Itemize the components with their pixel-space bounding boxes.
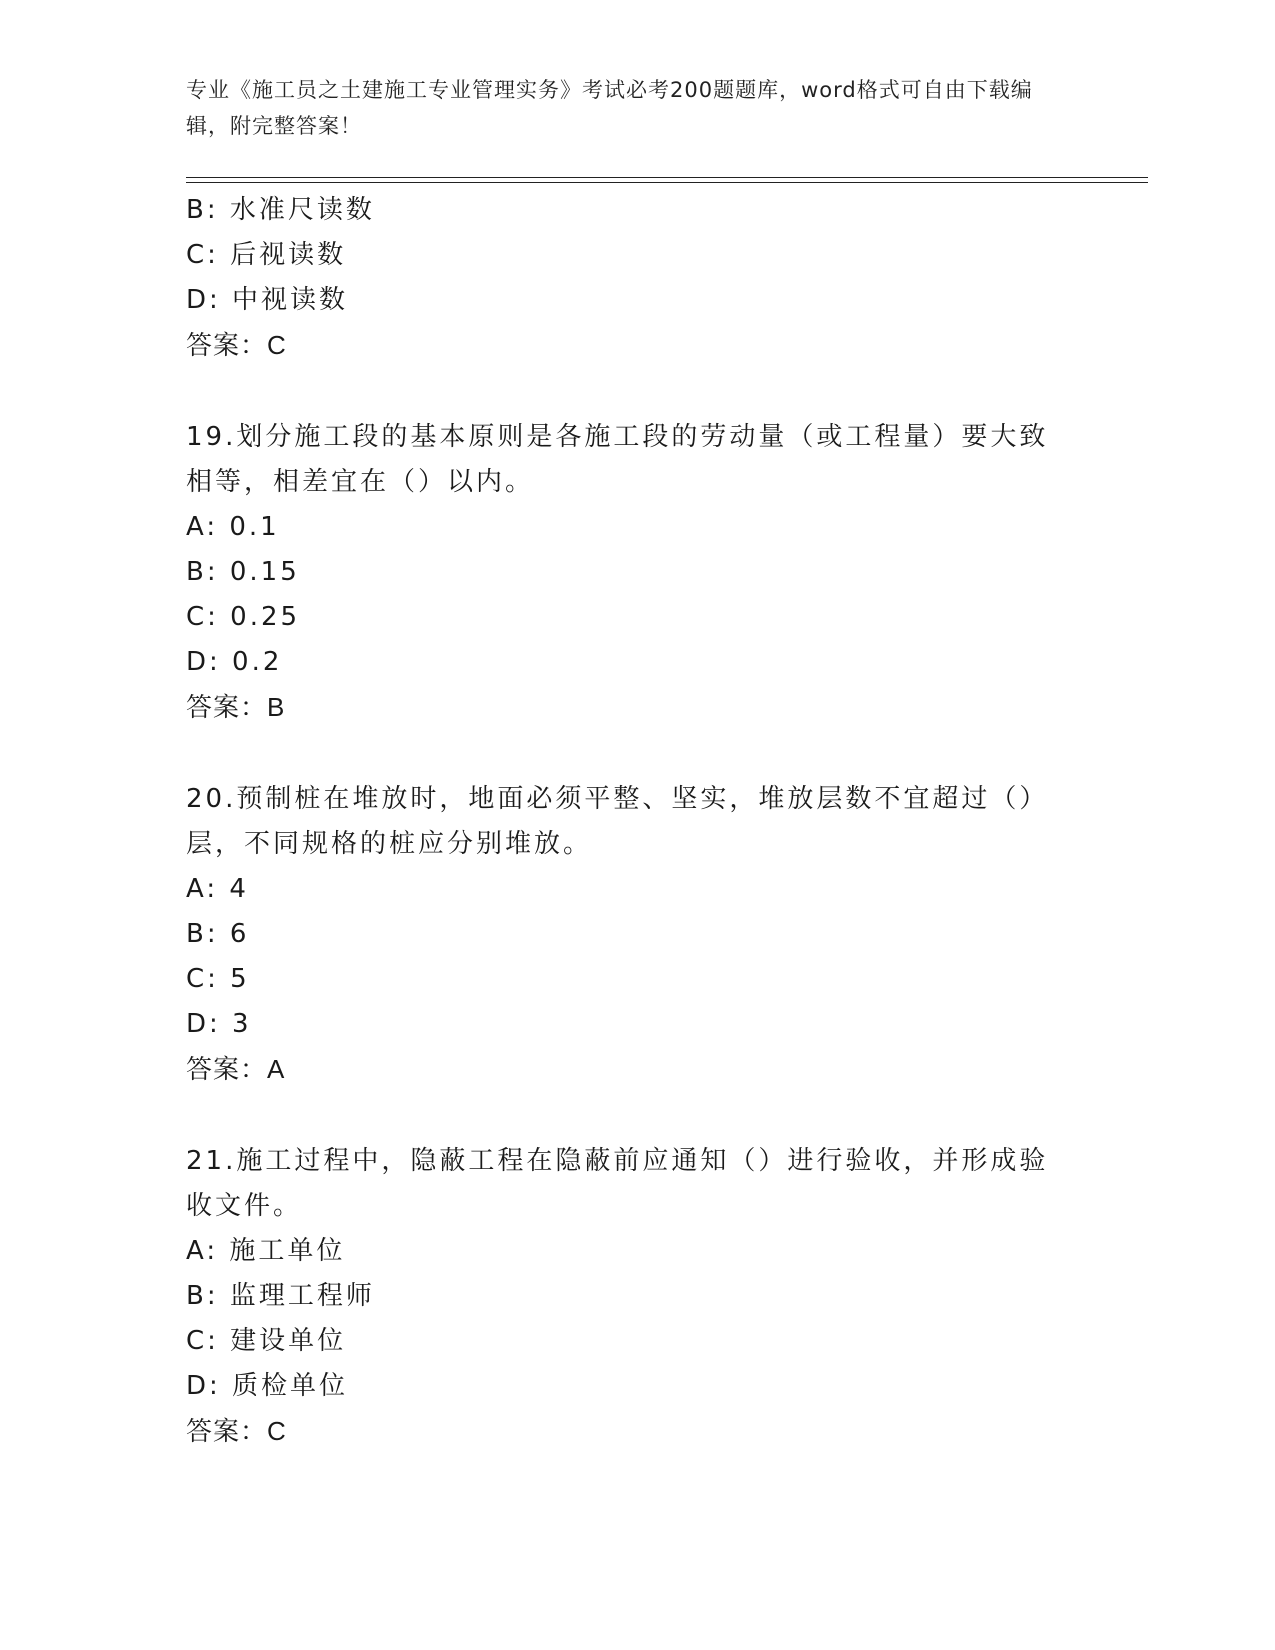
answer-line: 答案：C: [186, 1416, 287, 1446]
answer-line: 答案：B: [186, 692, 286, 722]
document-header: 专业《施工员之土建施工专业管理实务》考试必考200题题库，word格式可自由下载编辑，附完整答案！: [186, 78, 1033, 138]
option-b: B: 6: [186, 919, 250, 949]
option-d: D: 中视读数: [186, 285, 349, 315]
question-21: [186, 1139, 1066, 1454]
option-d: D: 3: [186, 1009, 252, 1039]
document-body: [186, 188, 1066, 1454]
option-c: C: 后视读数: [186, 240, 347, 270]
header-rule-top: [186, 177, 1148, 178]
question-text: 19.划分施工段的基本原则是各施工段的劳动量（或工程量）要大致相等，相差宜在（）以内。: [186, 422, 1049, 497]
option-d: D: 质检单位: [186, 1371, 349, 1401]
question-text: 21.施工过程中，隐蔽工程在隐蔽前应通知（）进行验收，并形成验收文件。: [186, 1146, 1049, 1221]
option-b: B: 监理工程师: [186, 1281, 375, 1311]
option-d: D: 0.2: [186, 647, 283, 677]
answer-line: 答案：C: [186, 330, 287, 360]
option-c: C: 建设单位: [186, 1326, 347, 1356]
option-a: A: 施工单位: [186, 1236, 346, 1266]
continued-question: [186, 188, 1066, 368]
question-20: [186, 777, 1066, 1092]
option-c: C: 5: [186, 964, 250, 994]
option-c: C: 0.25: [186, 602, 301, 632]
option-b: B: 水准尺读数: [186, 195, 375, 225]
option-a: A: 4: [186, 874, 249, 904]
question-text: 20.预制桩在堆放时，地面必须平整、坚实，堆放层数不宜超过（）层，不同规格的桩应分别堆放。: [186, 784, 1049, 859]
header-rule-bottom: [186, 182, 1148, 183]
option-a: A: 0.1: [186, 512, 280, 542]
question-19: [186, 415, 1066, 730]
answer-line: 答案：A: [186, 1054, 286, 1084]
option-b: B: 0.15: [186, 557, 300, 587]
